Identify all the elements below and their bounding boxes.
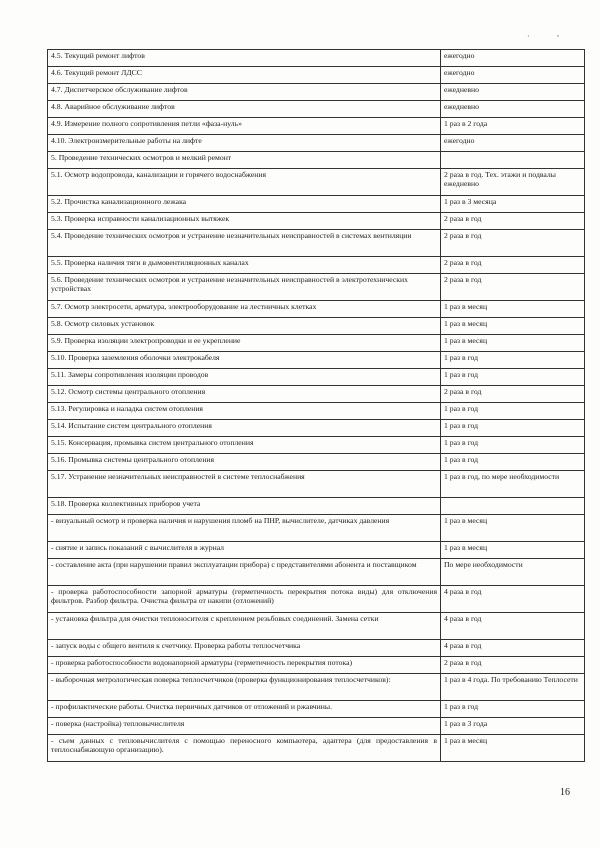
table-row [48,101,585,118]
task-cell: 5. Проведение технических осмотров и мелкий ремонт [48,152,441,169]
table-row [48,118,585,135]
page-number: 16 [560,787,570,798]
frequency-cell: По мере необходимости [441,559,585,586]
table-row [48,420,585,437]
table-row [48,454,585,471]
table-row [48,230,585,257]
task-cell: - установка фильтра для очистки теплоносителя с креплением резьбовых соединений. Замена сетки [48,613,441,640]
task-cell: 5.10. Проверка заземления оболочки электрокабеля [48,352,441,369]
task-cell: - профилактические работы. Очистка первичных датчиков от отложений и ржавчины. [48,701,441,718]
frequency-cell: ежегодно [441,135,585,152]
table-row [48,498,585,515]
frequency-cell: 2 раза в год. Тех. этажи и подвалы ежедневно [441,169,585,196]
task-cell: 4.7. Диспетчерское обслуживание лифтов [48,84,441,101]
frequency-cell: ежегодно [441,50,585,67]
task-cell: - снятие и запись показаний с вычислителя в журнал [48,542,441,559]
table-row [48,515,585,542]
schedule-body [48,50,585,762]
task-cell: - запуск воды с общего вентиля к счетчику. Проверка работы теплосчетчика [48,640,441,657]
task-cell: - проверка работоспособности запорной арматуры (герметичность перекрытия потока виды) для отключения фильтров. Разбор фильтра. Очистка фильтра от накипи (отложений) [48,586,441,613]
table-row [48,67,585,84]
frequency-cell [441,152,585,169]
frequency-cell: 1 раз в год [441,403,585,420]
table-row [48,50,585,67]
table-row [48,471,585,498]
frequency-cell: 1 раз в месяц [441,335,585,352]
frequency-cell: 1 раз в год [441,437,585,454]
frequency-cell: 2 раза в год [441,213,585,230]
task-cell: 5.15. Консервация, промывка систем центрального отопления [48,437,441,454]
table-row [48,657,585,674]
table-row [48,674,585,701]
table-row [48,152,585,169]
frequency-cell: 2 раза в год [441,657,585,674]
frequency-cell: 1 раз в месяц [441,318,585,335]
table-row [48,169,585,196]
task-cell: 5.5. Проверка наличия тяги в дымовентиляционных каналах [48,257,441,274]
table-row [48,213,585,230]
table-row [48,135,585,152]
frequency-cell: 4 раза в год [441,586,585,613]
task-cell: 5.6. Проведение технических осмотров и устранение незначительных неисправностей в электротехнических устройствах [48,274,441,301]
frequency-cell: 1 раз в месяц [441,301,585,318]
task-cell: - проверка работоспособности водонапорной арматуры (герметичность перекрытия потока) [48,657,441,674]
frequency-cell: ежедневно [441,101,585,118]
task-cell: - поверка (настройка) тепловычислителя [48,718,441,735]
table-row [48,196,585,213]
task-cell: 5.4. Проведение технических осмотров и устранение незначительных неисправностей в системах вентиляции [48,230,441,257]
table-row [48,718,585,735]
task-cell: 5.14. Испытание систем центрального отопления [48,420,441,437]
frequency-cell: ежегодно [441,67,585,84]
table-row [48,386,585,403]
task-cell: 5.16. Промывка системы центрального отопления [48,454,441,471]
table-row [48,369,585,386]
frequency-cell: 4 раза в год [441,613,585,640]
task-cell: - съем данных с тепловычислителя с помощью переносного компьютера, адаптера (для предоставления в теплоснабжающую организацию). [48,735,441,762]
frequency-cell: 1 раз в год [441,454,585,471]
frequency-cell: 1 раз в 4 года. По требованию Теплосети [441,674,585,701]
task-cell: 5.18. Проверка коллективных приборов учета [48,498,441,515]
task-cell: 5.7. Осмотр электросети, арматура, электрооборудование на лестничных клетках [48,301,441,318]
task-cell: 5.13. Регулировка и наладка систем отопления [48,403,441,420]
table-row [48,318,585,335]
frequency-cell: 1 раз в 3 месяца [441,196,585,213]
maintenance-schedule-table [47,49,585,762]
task-cell: - составление акта (при нарушении правил эксплуатации прибора) с представителями абонента и поставщиком [48,559,441,586]
frequency-cell: 1 раз в год [441,420,585,437]
table-row [48,335,585,352]
task-cell: 5.3. Проверка исправности канализационных вытяжек [48,213,441,230]
scan-mark-left: · [527,32,530,41]
task-cell: 4.10. Электроизмерительные работы на лифте [48,135,441,152]
task-cell: 4.6. Текущий ремонт ЛДСС [48,67,441,84]
table-row [48,559,585,586]
frequency-cell: 2 раза в год [441,274,585,301]
task-cell: 5.2. Прочистка канализационного лежака [48,196,441,213]
task-cell: 4.9. Измерение полного сопротивления петли «фаза-нуль» [48,118,441,135]
table-row [48,403,585,420]
task-cell: 5.8. Осмотр силовых установок [48,318,441,335]
table-row [48,542,585,559]
table-row [48,301,585,318]
scan-mark-right: , [557,29,559,38]
task-cell: 4.5. Текущий ремонт лифтов [48,50,441,67]
table-row [48,735,585,762]
frequency-cell: 1 раз в 2 года [441,118,585,135]
frequency-cell: 2 раза в год [441,230,585,257]
task-cell: 5.17. Устранение незначительных неисправностей в системе теплоснабжения [48,471,441,498]
task-cell: 5.9. Проверка изоляции электропроводки и ее укрепление [48,335,441,352]
task-cell: 5.1. Осмотр водопровода, канализации и горячего водоснабжения [48,169,441,196]
task-cell: 5.11. Замеры сопротивления изоляции проводов [48,369,441,386]
frequency-cell: ежедневно [441,84,585,101]
table-row [48,613,585,640]
frequency-cell: 2 раза в год [441,386,585,403]
table-row [48,586,585,613]
frequency-cell: 1 раз в год [441,701,585,718]
table-row [48,274,585,301]
table-row [48,701,585,718]
task-cell: 5.12. Осмотр системы центрального отопления [48,386,441,403]
table-row [48,352,585,369]
table-row [48,84,585,101]
frequency-cell [441,498,585,515]
task-cell: - выборочная метрологическая поверка теплосчетчиков (проверка функционирования теплосчетчиков): [48,674,441,701]
frequency-cell: 1 раз в месяц [441,542,585,559]
table-row [48,437,585,454]
frequency-cell: 1 раз в месяц [441,515,585,542]
frequency-cell: 1 раз в год [441,369,585,386]
task-cell: 4.8. Аварийное обслуживание лифтов [48,101,441,118]
frequency-cell: 4 раза в год [441,640,585,657]
frequency-cell: 1 раз в месяц [441,735,585,762]
table-row [48,257,585,274]
task-cell: - визуальный осмотр и проверка наличия и нарушения пломб на ПНР, вычислителе, датчиках давления [48,515,441,542]
frequency-cell: 1 раз в год [441,352,585,369]
frequency-cell: 1 раз в 3 года [441,718,585,735]
table-row [48,640,585,657]
frequency-cell: 1 раз в год, по мере необходимости [441,471,585,498]
frequency-cell: 2 раза в год [441,257,585,274]
